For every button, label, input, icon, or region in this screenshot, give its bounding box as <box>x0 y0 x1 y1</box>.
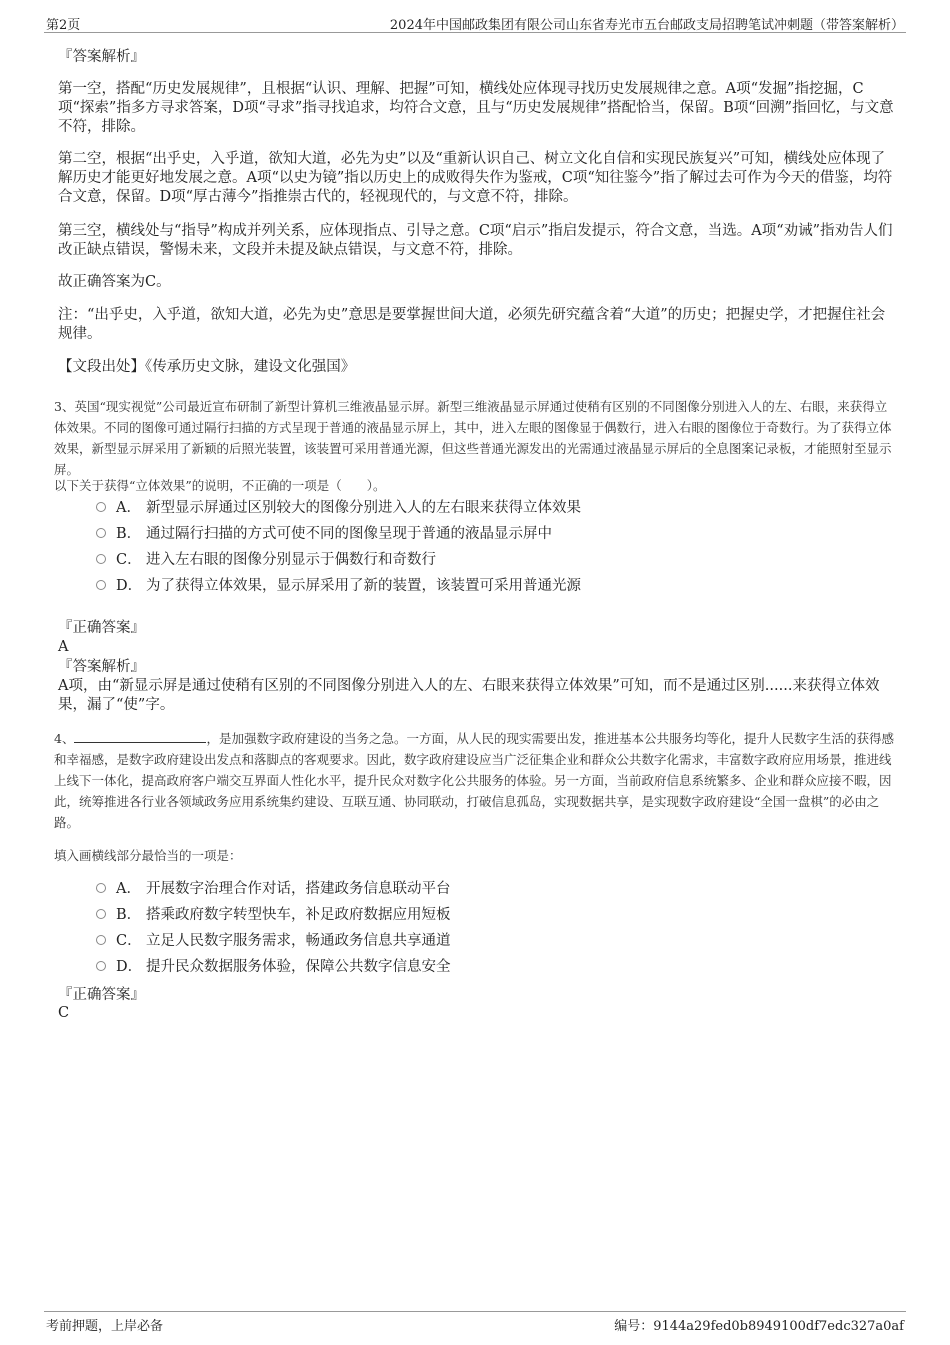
q2-conclusion: 故正确答案为C。 <box>58 274 171 290</box>
option-letter: D． <box>116 959 143 975</box>
q4-answer: C <box>58 1005 70 1021</box>
q4-option-d[interactable] <box>96 957 451 977</box>
fill-in-blank <box>74 729 206 743</box>
q3-analysis: A项，由“新显示屏是通过使稍有区别的不同图像分别进入人的左、右眼来获得立体效果”可知，而不是通过区别......来获得立体效果，漏了“使”字。 <box>58 678 880 713</box>
q4-option-c[interactable] <box>96 931 451 951</box>
option-text: 搭乘政府数字转型快车，补足政府数据应用短板 <box>146 907 451 923</box>
q3-answer-heading: 『正确答案』 <box>58 620 145 636</box>
q3-option-d[interactable] <box>96 576 581 596</box>
option-text: 进入左右眼的图像分别显示于偶数行和奇数行 <box>146 552 436 568</box>
document-title: 2024年中国邮政集团有限公司山东省寿光市五台邮政支局招聘笔试冲刺题（带答案解析） <box>389 18 904 33</box>
q4-number: 4、 <box>54 731 75 746</box>
radio-icon[interactable] <box>96 554 106 564</box>
radio-icon[interactable] <box>96 528 106 538</box>
option-text: 开展数字治理合作对话，搭建政务信息联动平台 <box>146 881 451 897</box>
radio-icon[interactable] <box>96 961 106 971</box>
option-letter: A． <box>116 881 141 897</box>
q4-option-b[interactable] <box>96 905 451 925</box>
document-code: 编号：9144a29fed0b8949100df7edc327a0af <box>614 1319 904 1334</box>
q3-analysis-heading: 『答案解析』 <box>58 659 145 675</box>
radio-icon[interactable] <box>96 502 106 512</box>
page-number: 第2页 <box>46 18 81 33</box>
option-letter: A． <box>116 500 141 516</box>
footer-slogan: 考前押题，上岸必备 <box>46 1319 164 1334</box>
option-text: 为了获得立体效果，显示屏采用了新的装置，该装置可采用普通光源 <box>146 578 581 594</box>
option-text: 通过隔行扫描的方式可使不同的图像呈现于普通的液晶显示屏中 <box>146 526 552 542</box>
option-letter: D． <box>116 578 143 594</box>
q2-analysis-para-2: 第二空，根据“出乎史，入乎道，欲知大道，必先为史”以及“重新认识自己、树立文化自信和实现民族复兴”可知，横线处应体现了解历史才能更好地发展之意。A项“以史为镜”指以历史上的成败得失作为鉴戒，C项“知往鉴今”指了解过去可作为今天的借鉴，均符合文意，保留。D项“厚古薄今”指推崇古代的，轻视现代的，与文意不符，排除。 <box>58 151 893 205</box>
header-divider <box>44 32 906 33</box>
q4-question: 填入画横线部分最恰当的一项是： <box>54 848 242 863</box>
radio-icon[interactable] <box>96 883 106 893</box>
q3-stem: 3、英国“现实视觉”公司最近宣布研制了新型计算机三维液晶显示屏。新型三维液晶显示屏通过使稍有区别的不同图像分别进入人的左、右眼，来获得立体效果。不同的图像可通过隔行扫描的方式呈现于普通的液晶显示屏上，其中，进入左眼的图像显于偶数行，进入右眼的图像位于奇数行。为了获得立体效果，新型显示屏采用了新颖的后照光装置，该装置可采用普通光源，但这些普通光源发出的光需通过液晶显示屏后的全息图案记录板，才能照射至显示屏。 <box>54 399 892 477</box>
radio-icon[interactable] <box>96 909 106 919</box>
q2-analysis-para-3: 第三空，横线处与“指导”构成并列关系，应体现指点、引导之意。C项“启示”指启发提示，符合文意，当选。A项“劝诫”指劝告人们改正缺点错误，警惕未来，文段并未提及缺点错误，与文意不符，排除。 <box>58 223 893 258</box>
radio-icon[interactable] <box>96 580 106 590</box>
q3-answer: A <box>58 639 69 655</box>
option-letter: B． <box>116 907 142 923</box>
option-text: 立足人民数字服务需求，畅通政务信息共享通道 <box>146 933 451 949</box>
q4-stem-text: ，是加强数字政府建设的当务之急。一方面，从人民的现实需要出发，推进基本公共服务均等化，提升人民数字生活的获得感和幸福感，是数字政府建设出发点和落脚点的客观要求。因此，数字政府建设应当广泛征集企业和群众公共数字化需求，丰富数字政府应用场景，推进线上线下一体化，提高政府客户端交互界面人性化水平，提升民众对数字化公共服务的体验。另一方面，当前政府信息系统繁多、企业和群众应接不暇，因此，统筹推进各行业各领域政务应用系统集约建设、互联互通、协同联动，打破信息孤岛，实现数据共享，是实现数字政府建设“全国一盘棋”的必由之路。 <box>54 731 894 830</box>
option-text: 提升民众数据服务体验，保障公共数字信息安全 <box>146 959 451 975</box>
q4-answer-heading: 『正确答案』 <box>58 987 145 1003</box>
footer-divider <box>44 1311 906 1312</box>
radio-icon[interactable] <box>96 935 106 945</box>
q3-option-a[interactable] <box>96 498 581 518</box>
option-letter: B． <box>116 526 142 542</box>
option-text: 新型显示屏通过区别较大的图像分别进入人的左右眼来获得立体效果 <box>146 500 581 516</box>
q3-option-b[interactable] <box>96 524 552 544</box>
q2-source: 【文段出处】《传承历史文脉，建设文化强国》 <box>58 359 356 375</box>
q2-note: 注：“出乎史，入乎道，欲知大道，必先为史”意思是要掌握世间大道，必须先研究蕴含着“大道”的历史；把握史学，才把握住社会规律。 <box>58 307 886 342</box>
q3-question: 以下关于获得“立体效果”的说明，不正确的一项是（ ）。 <box>54 478 386 493</box>
q2-analysis-heading: 『答案解析』 <box>58 49 145 65</box>
q4-option-a[interactable] <box>96 879 451 899</box>
q3-option-c[interactable] <box>96 550 436 570</box>
q4-stem <box>54 728 894 833</box>
option-letter: C． <box>116 933 142 949</box>
option-letter: C． <box>116 552 142 568</box>
q2-analysis-para-1: 第一空，搭配“历史发展规律”，且根据“认识、理解、把握”可知，横线处应体现寻找历史发展规律之意。A项“发掘”指挖掘，C项“探索”指多方寻求答案，D项“寻求”指寻找追求，均符合文意，且与“历史发展规律”搭配恰当，保留。B项“回溯”指回忆，与文意不符，排除。 <box>58 81 894 135</box>
